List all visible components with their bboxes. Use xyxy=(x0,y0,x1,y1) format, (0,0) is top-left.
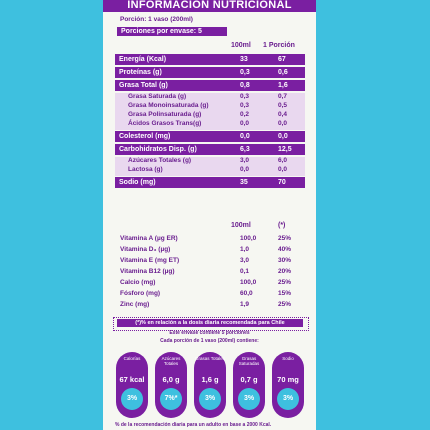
value-100ml: 0,2 xyxy=(240,111,250,118)
vitamin-row xyxy=(115,290,305,300)
nutrient-row xyxy=(115,177,305,188)
vitamin-label: Vitamina A (µg ER) xyxy=(120,235,178,242)
vitamin-value: 3,0 xyxy=(240,257,250,264)
value-portion: 0,0 xyxy=(278,166,288,173)
vitamin-value: 0,1 xyxy=(240,268,250,275)
value-portion: 12,5 xyxy=(278,146,292,153)
badge-percent: 3% xyxy=(121,388,143,410)
vitamin-value: 1,9 xyxy=(240,301,250,308)
vitamin-dri: 40% xyxy=(278,246,292,253)
nutrient-badge xyxy=(233,352,265,418)
value-100ml: 0,3 xyxy=(240,93,250,100)
nutrient-badge xyxy=(116,352,148,418)
value-portion: 0,7 xyxy=(278,93,288,100)
value-portion: 6,0 xyxy=(278,157,288,164)
right-background xyxy=(327,0,430,430)
vitamin-row xyxy=(115,268,305,278)
value-100ml: 0,0 xyxy=(240,166,250,173)
portions-per-pack: Porciones por envase: 5 xyxy=(121,28,202,35)
vitamin-dri: 20% xyxy=(278,268,292,275)
nutrient-badge xyxy=(155,352,187,418)
badge-value: 6,0 g xyxy=(162,375,180,384)
left-background xyxy=(0,0,103,430)
nutrient-label: Azúcares Totales (g) xyxy=(128,157,192,164)
portion-size: Porción: 1 vaso (200ml) xyxy=(120,16,193,23)
dri-note: (*)% en relación a la dosis diaria recomendada para Chile xyxy=(117,319,303,327)
badge-value: 1,6 g xyxy=(201,375,219,384)
nutrient-label: Lactosa (g) xyxy=(128,166,163,173)
footnote: % de la recomendación diaria para un adulto en base a 2000 Kcal. xyxy=(115,422,272,428)
value-100ml: 0,0 xyxy=(240,120,250,127)
vitamin-dri: 15% xyxy=(278,290,292,297)
badge-name: Sodio xyxy=(282,356,294,361)
value-portion: 0,6 xyxy=(278,69,288,76)
value-100ml: 35 xyxy=(240,179,248,186)
nutrition-panel xyxy=(103,0,316,430)
vitamin-value: 100,0 xyxy=(240,279,257,286)
vitamin-label: Calcio (mg) xyxy=(120,279,156,286)
portions-per-pack-bar xyxy=(117,27,227,36)
value-100ml: 33 xyxy=(240,56,248,63)
nutrient-row xyxy=(115,67,305,78)
value-portion: 0,4 xyxy=(278,111,288,118)
badge-name: Grasas Totales xyxy=(195,356,225,361)
value-100ml: 0,3 xyxy=(240,69,250,76)
vitamin-value: 1,0 xyxy=(240,246,250,253)
badge-name: Azúcares Totales xyxy=(161,356,181,366)
nutrient-label: Grasa Monoinsaturada (g) xyxy=(128,102,209,109)
value-portion: 1,6 xyxy=(278,82,288,89)
vitamin-label: Vitamina B12 (µg) xyxy=(120,268,175,275)
per-portion-note: Cada porción de 1 vaso (200ml) contiene: xyxy=(160,338,259,344)
vitamin-dri: 25% xyxy=(278,235,292,242)
vitamin-label: Fósforo (mg) xyxy=(120,290,161,297)
nutrient-badge xyxy=(272,352,304,418)
value-portion: 67 xyxy=(278,56,286,63)
vitamin-row xyxy=(115,279,305,289)
vitamin-row xyxy=(115,235,305,245)
vitamin-dri: 30% xyxy=(278,257,292,264)
nutrient-subrow xyxy=(115,120,305,130)
nutrient-row xyxy=(115,80,305,91)
nutrient-label: Grasa Total (g) xyxy=(119,82,168,89)
badge-value: 70 mg xyxy=(277,375,299,384)
panel-title: INFORMACIÓN NUTRICIONAL xyxy=(103,0,316,12)
column-100ml: 100ml xyxy=(231,42,251,49)
vitamin-value: 60,0 xyxy=(240,290,253,297)
nutrient-row xyxy=(115,54,305,65)
vitamin-column-100ml: 100ml xyxy=(231,222,251,229)
vitamin-column-dri: (*) xyxy=(278,222,286,229)
badge-value: 0,7 g xyxy=(240,375,258,384)
vitamin-dri: 25% xyxy=(278,279,292,286)
vitamin-label: Zinc (mg) xyxy=(120,301,150,308)
vitamin-row xyxy=(115,246,305,256)
value-100ml: 3,0 xyxy=(240,157,250,164)
badge-percent: 7%* xyxy=(160,388,182,410)
value-portion: 0,0 xyxy=(278,120,288,127)
nutrient-label: Sodio (mg) xyxy=(119,179,156,186)
badge-name: Calorías xyxy=(123,356,141,361)
value-portion: 0,5 xyxy=(278,102,288,109)
pack-note: Este envase contiene 5 porciones xyxy=(169,330,250,336)
vitamin-value: 100,0 xyxy=(240,235,257,242)
value-100ml: 0,3 xyxy=(240,102,250,109)
badge-percent: 3% xyxy=(199,388,221,410)
column-portion: 1 Porción xyxy=(263,42,295,49)
nutrient-label: Ácidos Grasos Trans(g) xyxy=(128,120,202,127)
vitamin-label: Vitamina D₃ (µg) xyxy=(120,246,171,253)
badge-percent: 3% xyxy=(277,388,299,410)
badge-name: Grasas Saturadas xyxy=(238,356,260,366)
nutrient-label: Carbohidratos Disp. (g) xyxy=(119,146,197,153)
value-portion: 0,0 xyxy=(278,133,288,140)
badge-value: 67 kcal xyxy=(119,375,145,384)
badge-percent: 3% xyxy=(238,388,260,410)
value-100ml: 6,3 xyxy=(240,146,250,153)
value-100ml: 0,8 xyxy=(240,82,250,89)
nutrient-badge xyxy=(194,352,226,418)
nutrient-label: Proteínas (g) xyxy=(119,69,162,76)
vitamin-label: Vitamina E (mg ET) xyxy=(120,257,180,264)
value-100ml: 0,0 xyxy=(240,133,250,140)
vitamin-dri: 25% xyxy=(278,301,292,308)
nutrient-row xyxy=(115,144,305,155)
nutrient-row xyxy=(115,131,305,142)
value-portion: 70 xyxy=(278,179,286,186)
nutrient-subrow xyxy=(115,166,305,176)
nutrient-label: Colesterol (mg) xyxy=(119,133,171,140)
nutrient-label: Energía (Kcal) xyxy=(119,56,167,63)
vitamin-row xyxy=(115,301,305,311)
nutrient-label: Grasa Saturada (g) xyxy=(128,93,187,100)
vitamin-row xyxy=(115,257,305,267)
nutrient-label: Grasa Polinsaturada (g) xyxy=(128,111,202,118)
